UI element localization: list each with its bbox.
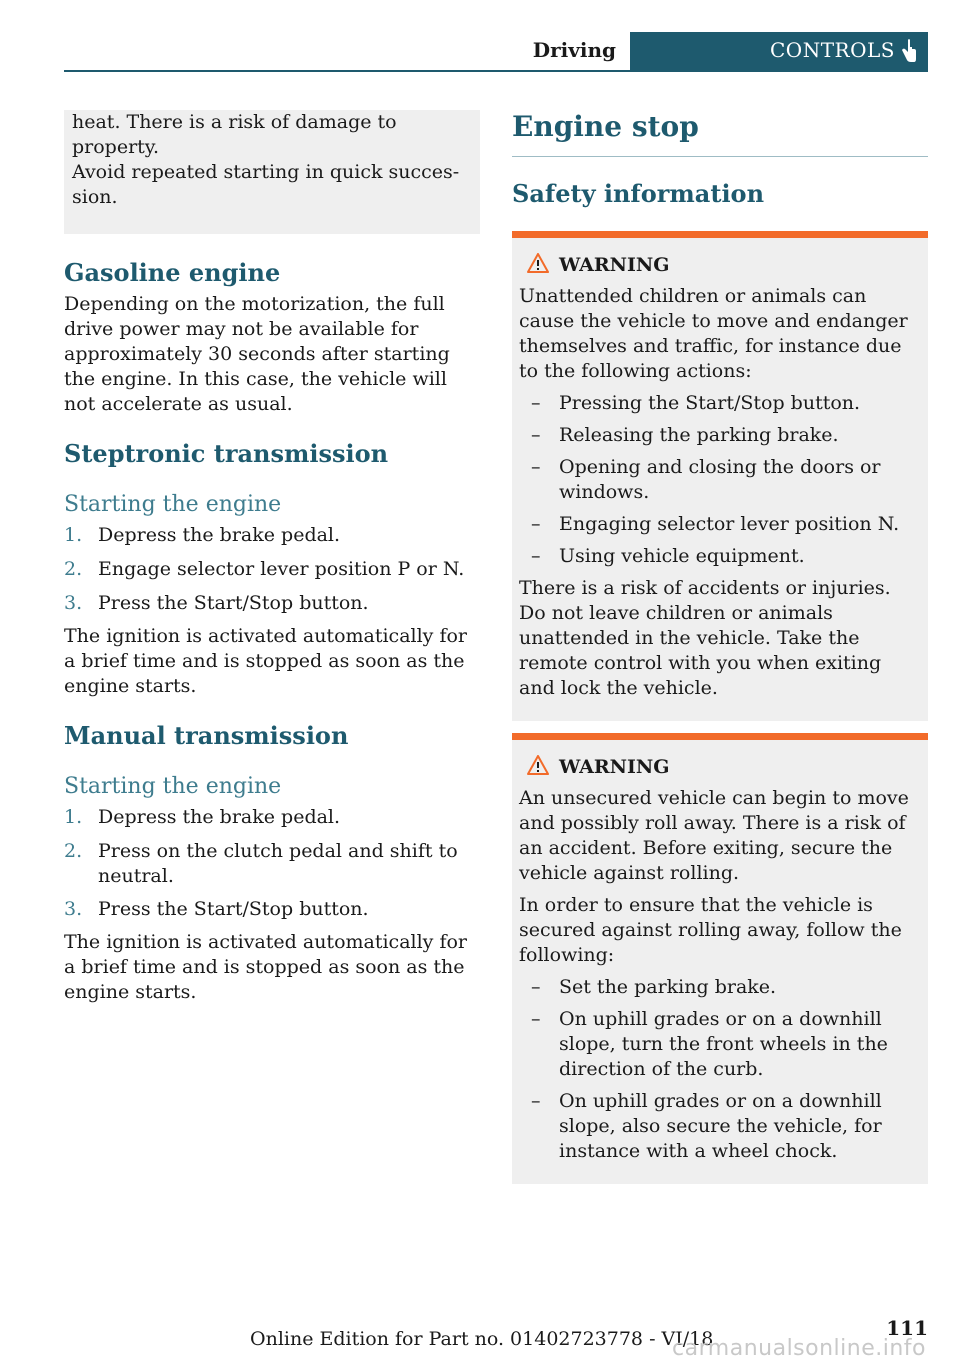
chapter-tab: [630, 32, 928, 70]
steptronic-after-text: The ignition is activated automatically for a brief time and is stopped as soon as the engine starts.: [64, 625, 468, 697]
list-item: – Opening and closing the doors or windows.: [531, 456, 881, 503]
list-item: 1. Depress the brake pedal.: [64, 524, 341, 546]
hand-pointer-icon: [896, 38, 918, 64]
watermark: carmanualsonline.info: [672, 1336, 926, 1361]
warning-intro-2: In order to ensure that the vehicle is secured against rolling away, follow the following:: [519, 894, 902, 966]
page-number: 111: [886, 1316, 928, 1340]
list-item: – Pressing the Start/Stop button.: [531, 392, 861, 414]
note-line: heat. There is a risk of damage to property.: [72, 111, 397, 158]
list-item: – On uphill grades or on a downhill slope, also secure the vehicle, for instance with a wheel chock.: [531, 1090, 882, 1162]
list-item: 2. Press on the clutch pedal and shift to neutral.: [64, 840, 458, 887]
list-item: – Releasing the parking brake.: [531, 424, 839, 446]
warning-outro: There is a risk of accidents or injuries. Do not leave children or animals unattended in the vehicle. Take the remote control with you when exiting and lock the vehicle.: [519, 577, 891, 699]
manual-steps: [64, 805, 480, 922]
engine-stop-heading: Engine stop: [512, 110, 699, 143]
gasoline-engine-text: Depending on the motorization, the full drive power may not be available for approximately 30 seconds after starting the engine. In this case, the vehicle will not accelerate as usual.: [64, 293, 450, 415]
steptronic-starting-heading: Starting the engine: [64, 492, 282, 517]
warning-label: WARNING: [559, 254, 670, 276]
warning-intro: An unsecured vehicle can begin to move and possibly roll away. There is a risk of an accident. Before exiting, secure the vehicle against rolling.: [519, 787, 909, 884]
warning-triangle-icon: [527, 253, 549, 273]
note-line: Avoid repeated starting in quick succes-: [72, 161, 460, 183]
list-item: – Engaging selector lever position N.: [531, 513, 900, 535]
list-item: 3. Press the Start/Stop button.: [64, 592, 369, 614]
warning-actions-list: [519, 391, 922, 569]
warning-box-children: [512, 231, 928, 721]
gasoline-engine-heading: Gasoline engine: [64, 258, 281, 287]
list-item: – Using vehicle equipment.: [531, 545, 805, 567]
page-header: [64, 32, 928, 72]
continued-note-box: [64, 110, 480, 234]
warning-header: [519, 754, 922, 780]
right-column: [512, 110, 928, 1184]
list-item: 1. Depress the brake pedal.: [64, 806, 341, 828]
manual-heading: Manual transmission: [64, 721, 349, 750]
list-item: 3. Press the Start/Stop button.: [64, 898, 369, 920]
warning-label: WARNING: [559, 756, 670, 778]
warning-triangle-icon: [527, 755, 549, 775]
chapter-title: CONTROLS: [770, 38, 895, 62]
steptronic-heading: Steptronic transmission: [64, 439, 389, 468]
list-item: 2. Engage selector lever position P or N.: [64, 558, 465, 580]
section-title: Driving: [532, 38, 616, 62]
header-rule: [64, 70, 928, 72]
left-column: [64, 110, 480, 1005]
edition-info: Online Edition for Part no. 01402723778 - VI/18: [250, 1328, 714, 1350]
manual-after-text: The ignition is activated automatically for a brief time and is stopped as soon as the engine starts.: [64, 931, 468, 1003]
heading-rule: [512, 156, 928, 157]
steptronic-steps: [64, 523, 480, 616]
list-item: – On uphill grades or on a downhill slope, turn the front wheels in the direction of the curb.: [531, 1008, 888, 1080]
list-item: – Set the parking brake.: [531, 976, 777, 998]
warning-header: [519, 252, 922, 278]
warning-box-rolling: [512, 733, 928, 1184]
warning-intro: Unattended children or animals can cause the vehicle to move and endanger themselves and traffic, for instance due to the following actions:: [519, 285, 908, 382]
safety-information-heading: Safety information: [512, 179, 765, 208]
note-line: sion.: [72, 186, 118, 208]
warning-securing-list: [519, 975, 922, 1164]
manual-starting-heading: Starting the engine: [64, 774, 282, 799]
